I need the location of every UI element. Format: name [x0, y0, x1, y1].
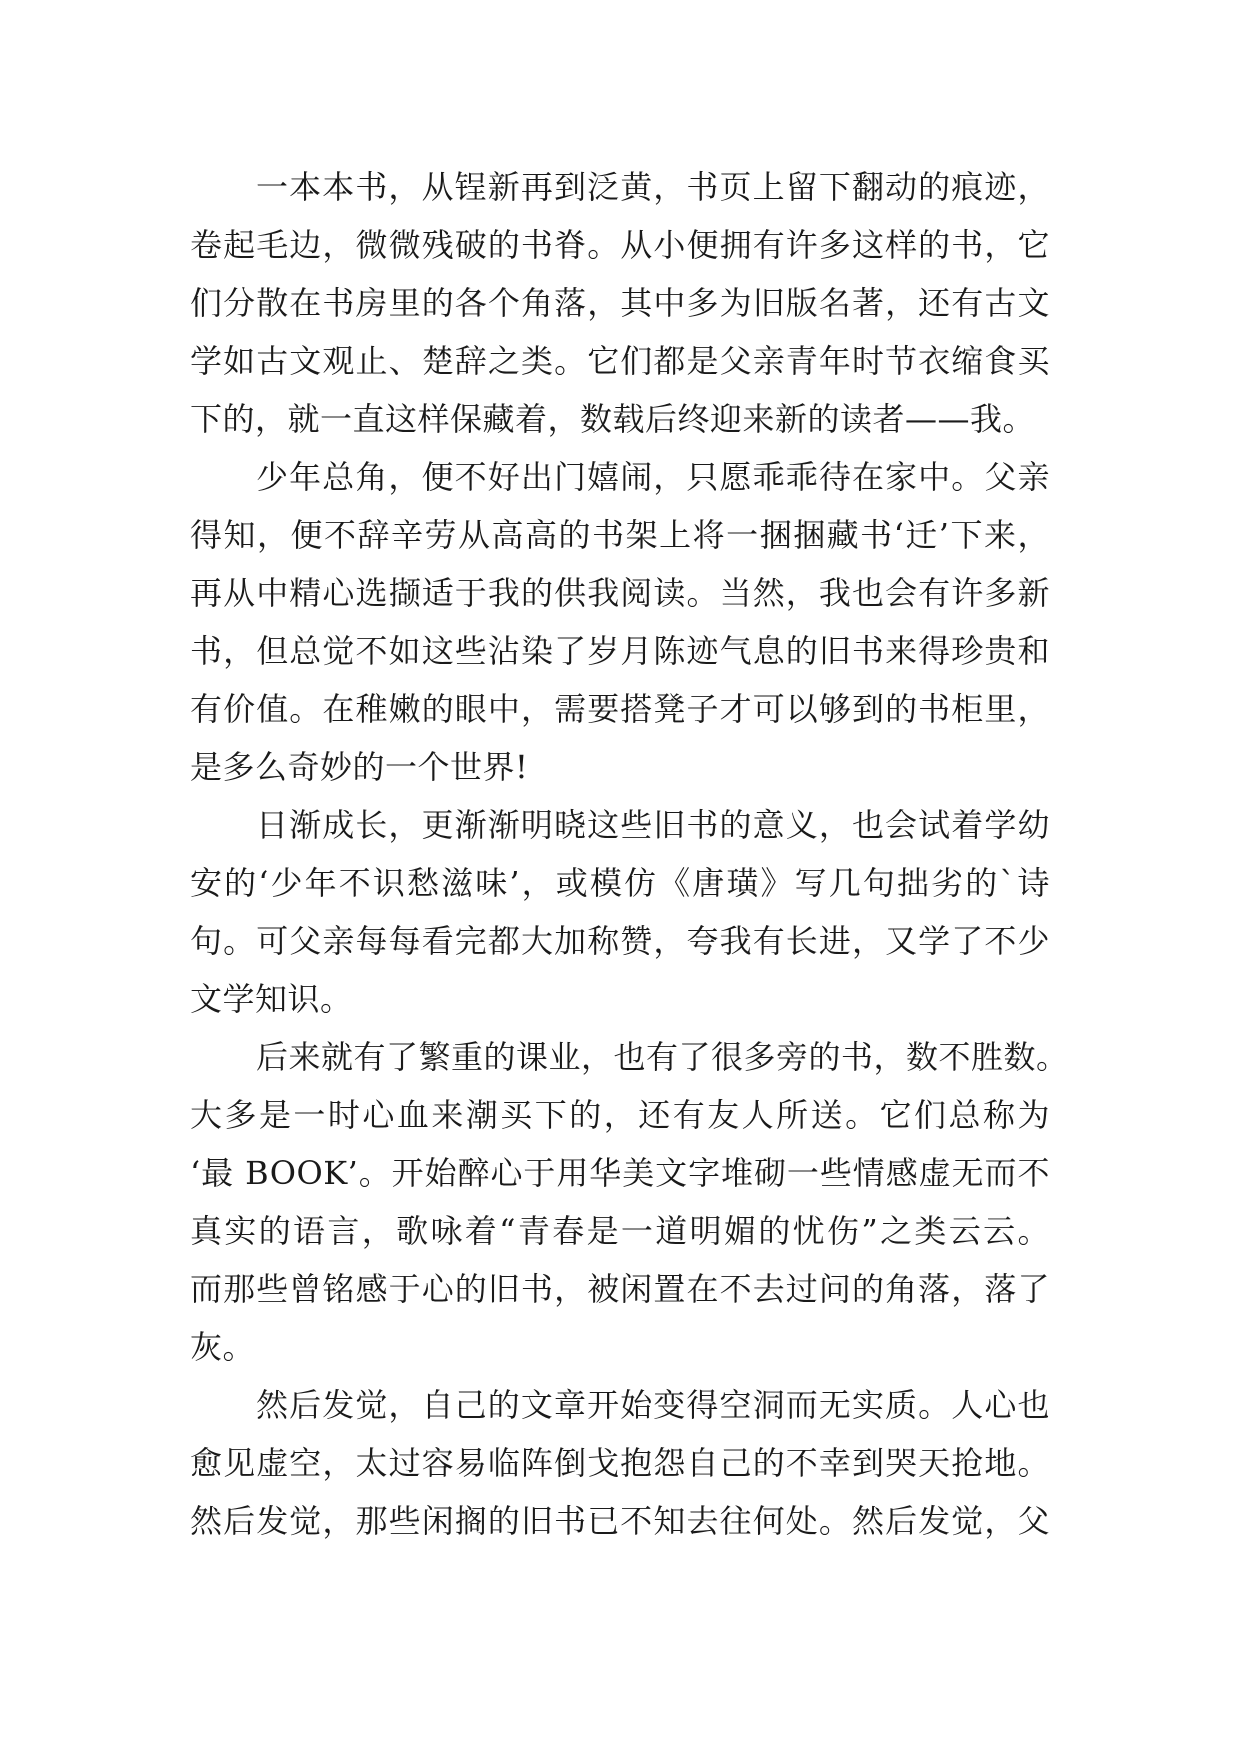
paragraph-1 [190, 158, 1050, 448]
text-line: 书，但总觉不如这些沾染了岁月陈迹气息的旧书来得珍贵和 [190, 632, 1050, 670]
text-line: 少年总角，便不好出门嬉闹，只愿乖乖待在家中。父亲 [256, 458, 1050, 496]
text-line: 然后发觉，那些闲搁的旧书已不知去往何处。然后发觉，父 [190, 1502, 1050, 1540]
text-line: 句。可父亲每每看完都大加称赞，夸我有长进，又学了不少 [190, 922, 1050, 960]
paragraph-3 [190, 796, 1050, 1028]
text-line: 们分散在书房里的各个角落，其中多为旧版名著，还有古文 [190, 284, 1050, 322]
text-line: 文学知识。 [190, 980, 353, 1018]
text-line: 大多是一时心血来潮买下的，还有友人所送。它们总称为 [190, 1096, 1050, 1134]
text-line: 再从中精心选撷适于我的供我阅读。当然，我也会有许多新 [190, 574, 1050, 612]
text-line: 愈见虚空，太过容易临阵倒戈抱怨自己的不幸到哭天抢地。 [190, 1444, 1050, 1482]
text-line: 卷起毛边，微微残破的书脊。从小便拥有许多这样的书，它 [190, 226, 1050, 264]
text-line: 后来就有了繁重的课业，也有了很多旁的书，数不胜数。 [256, 1038, 1069, 1076]
text-line: 灰。 [190, 1328, 256, 1366]
paragraph-4 [190, 1028, 1069, 1376]
paragraph-5 [190, 1376, 1050, 1550]
text-line: 真实的语言，歌咏着“青春是一道明媚的忧伤”之类云云。 [190, 1212, 1050, 1250]
text-line: 安的‘少年不识愁滋味’，或模仿《唐璜》写几句拙劣的`诗 [190, 864, 1050, 902]
paragraph-2 [190, 448, 1050, 796]
text-line: 日渐成长，更渐渐明晓这些旧书的意义，也会试着学幼 [256, 806, 1050, 844]
text-line: 是多么奇妙的一个世界! [190, 748, 529, 786]
text-line: ‘最 BOOK’。开始醉心于用华美文字堆砌一些情感虚无而不 [190, 1154, 1050, 1192]
text-line: 然后发觉，自己的文章开始变得空洞而无实质。人心也 [256, 1386, 1050, 1424]
text-line: 下的，就一直这样保藏着，数载后终迎来新的读者——我。 [190, 400, 1036, 438]
text-line: 得知，便不辞辛劳从高高的书架上将一捆捆藏书‘迁’下来， [190, 516, 1050, 554]
text-line: 而那些曾铭感于心的旧书，被闲置在不去过问的角落，落了 [190, 1270, 1050, 1308]
document-body [190, 158, 1069, 1550]
text-line: 学如古文观止、楚辞之类。它们都是父亲青年时节衣缩食买 [190, 342, 1050, 380]
text-line: 一本本书，从锃新再到泛黄，书页上留下翻动的痕迹， [256, 168, 1050, 206]
text-line: 有价值。在稚嫩的眼中，需要搭凳子才可以够到的书柜里， [190, 690, 1050, 728]
